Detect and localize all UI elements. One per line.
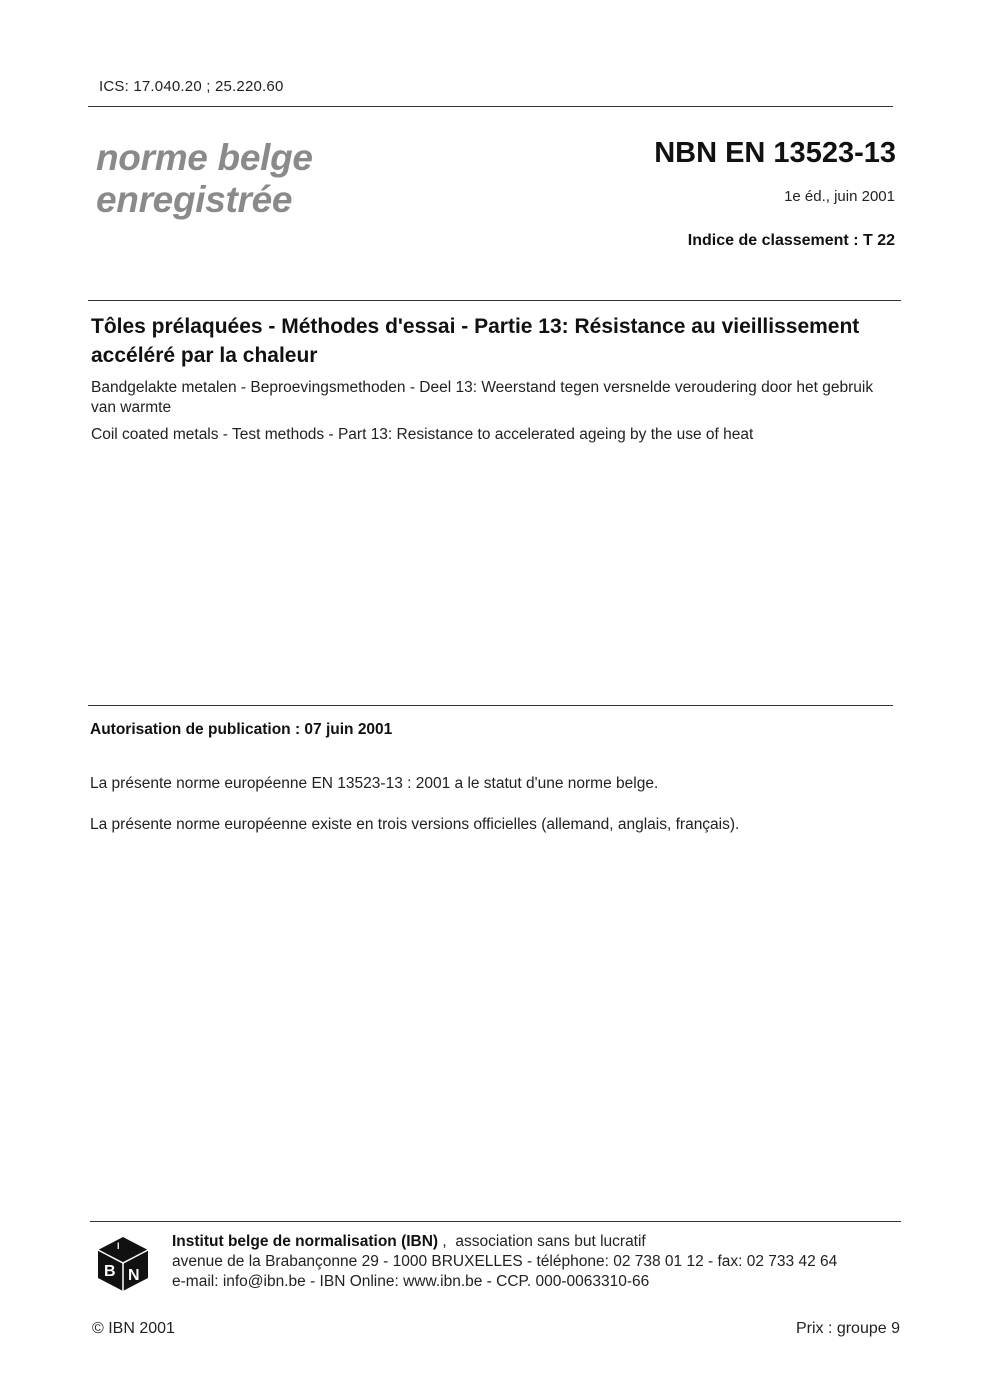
publication-divider <box>88 705 893 706</box>
header-top-divider <box>88 106 893 107</box>
institute-block <box>172 1232 837 1292</box>
institute-suffix: , association sans but lucratif <box>438 1233 646 1250</box>
publication-authorization: Autorisation de publication : 07 juin 2001 <box>90 721 393 738</box>
footer-top-divider <box>90 1221 901 1222</box>
svg-text:B: B <box>104 1263 116 1280</box>
title-top-divider <box>88 300 901 301</box>
institute-address: avenue de la Brabançonne 29 - 1000 BRUXELLES - téléphone: 02 738 01 12 - fax: 02 733 42 64 <box>172 1253 838 1270</box>
classification-index: Indice de classement : T 22 <box>687 232 895 249</box>
status-statement: La présente norme européenne EN 13523-13 : 2001 a le statut d'une norme belge. <box>90 775 659 792</box>
svg-text:I: I <box>117 1241 120 1251</box>
versions-statement: La présente norme européenne existe en trois versions officielles (allemand, anglais, français). <box>90 816 740 833</box>
brand-title <box>96 137 313 221</box>
ibn-cube-logo-icon <box>97 1236 149 1292</box>
title-english: Coil coated metals - Test methods - Part 13: Resistance to accelerated ageing by the use of heat <box>91 426 754 443</box>
price-group: Prix : groupe 9 <box>795 1320 900 1337</box>
copyright: © IBN 2001 <box>92 1320 175 1337</box>
institute-contact: e-mail: info@ibn.be - IBN Online: www.ibn.be - CCP. 000-0063310-66 <box>172 1273 650 1290</box>
svg-text:N: N <box>128 1267 140 1284</box>
brand-line-1: norme belge <box>96 137 313 178</box>
title-dutch: Bandgelakte metalen - Beproevingsmethoden - Deel 13: Weerstand tegen versnelde veroudering door het gebruik van warmte <box>91 379 874 416</box>
title-french: Tôles prélaquées - Méthodes d'essai - Partie 13: Résistance au vieillissement accéléré par la chaleur <box>91 315 860 367</box>
institute-name: Institut belge de normalisation (IBN) <box>172 1233 439 1250</box>
brand-line-2: enregistrée <box>96 179 293 220</box>
edition-date: 1e éd., juin 2001 <box>784 188 895 205</box>
institute-line <box>172 1232 837 1252</box>
ics-codes: ICS: 17.040.20 ; 25.220.60 <box>99 78 284 95</box>
standard-number: NBN EN 13523-13 <box>654 137 896 169</box>
